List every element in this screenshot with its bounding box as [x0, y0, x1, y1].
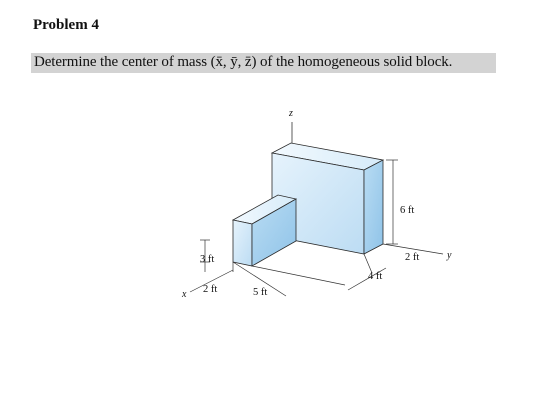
- y-axis-label: y: [447, 250, 452, 261]
- dim-large-thickness: 2 ft: [405, 252, 420, 263]
- dim-large-height: 6 ft: [400, 205, 415, 216]
- dim-x-offset: 5 ft: [253, 287, 268, 298]
- dim-large-depth: 4 ft: [368, 271, 383, 282]
- problem-title: Problem 4: [33, 17, 99, 33]
- dim-small-height: 3 ft: [200, 254, 215, 265]
- x-axis-label: x: [182, 289, 187, 300]
- small-block: [233, 195, 296, 266]
- problem-statement: Determine the center of mass (x̄, ȳ, z̄) of the homogeneous solid block.: [34, 54, 453, 70]
- dim-small-depth: 2 ft: [203, 284, 218, 295]
- z-axis-label: z: [289, 108, 293, 119]
